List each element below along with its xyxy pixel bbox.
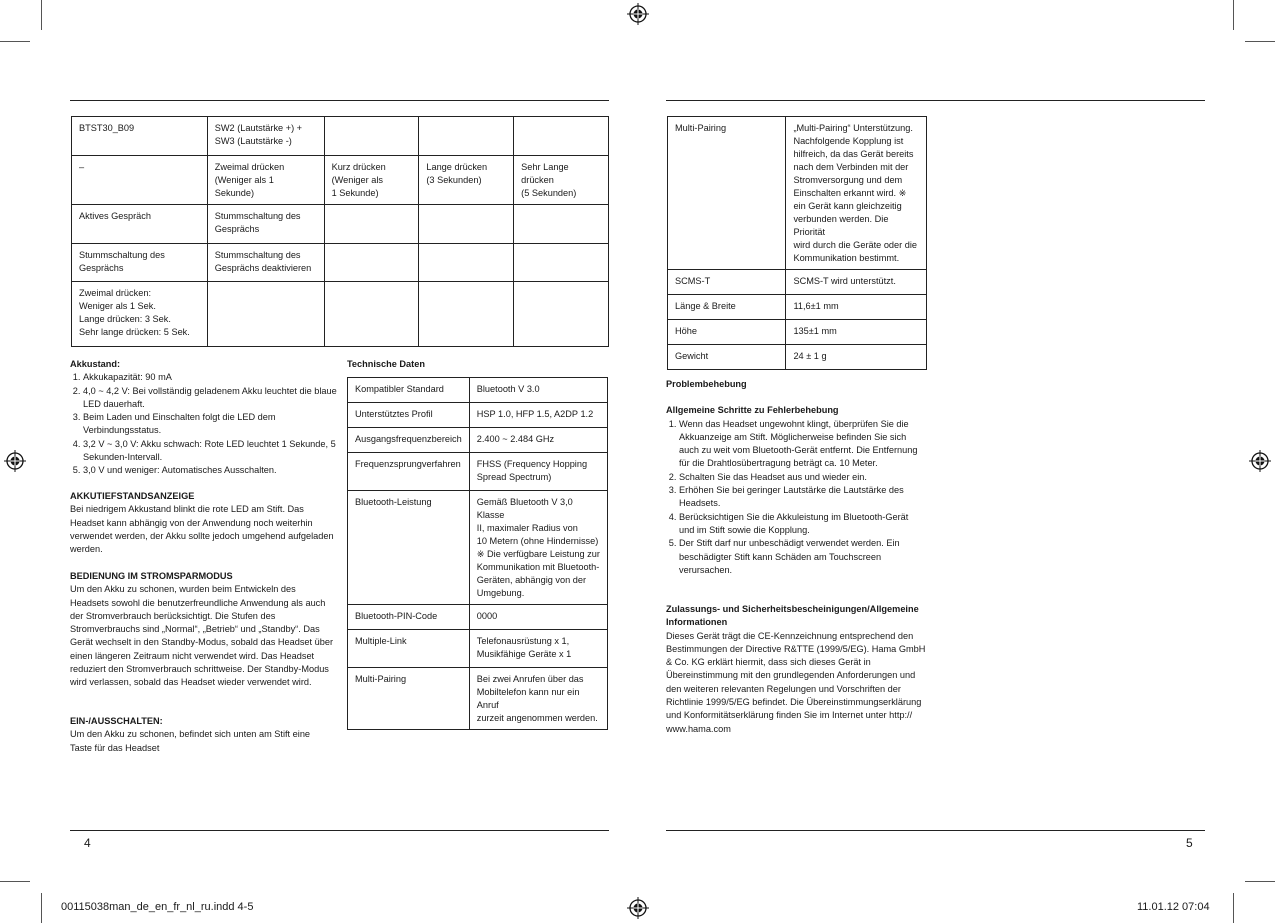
button-table-cell: Stummschaltung des Gesprächs deaktivieren bbox=[207, 244, 324, 282]
registration-mark-icon bbox=[627, 3, 649, 25]
button-table-cell: Zweimal drücken (Weniger als 1 Sekunde) bbox=[207, 156, 324, 205]
techdaten-row bbox=[348, 453, 608, 491]
button-table-cell bbox=[207, 282, 324, 347]
crop-mark bbox=[41, 893, 42, 923]
einaus-text: Um den Akku zu schonen, befindet sich unten am Stift eine Taste für das Headset bbox=[70, 729, 311, 753]
button-table-cell bbox=[419, 117, 514, 156]
button-table-cell bbox=[514, 117, 609, 156]
problem-subheading: Allgemeine Schritte zu Fehlerbehebung bbox=[666, 405, 839, 416]
crop-mark bbox=[41, 0, 42, 30]
button-table-cell: Stummschaltung des Gesprächs bbox=[207, 205, 324, 244]
spec-cell: Gewicht bbox=[668, 345, 786, 370]
button-table-row bbox=[72, 117, 609, 156]
akkustand-heading: Akkustand: bbox=[70, 359, 121, 369]
spec-cell: 11,6±1 mm bbox=[786, 295, 927, 320]
techdaten-row bbox=[348, 403, 608, 428]
registration-mark-icon bbox=[1249, 450, 1271, 472]
button-table-cell bbox=[419, 282, 514, 347]
crop-mark bbox=[1233, 893, 1234, 923]
stromspar-text: Um den Akku zu schonen, wurden beim Entwickeln des Headsets sowohl die benutzerfreundliche Anwendung als auch der Stromverbrauch berücksichtigt. Die Stufen des Stromverbrauchs sind „Normal“, „Betrieb“ und „Standby“. Das Gerät wechselt in den Standby-Modus, sobald das Headset über einen längeren Zeitraum nicht verwendet wird. Das Headset reduziert den Stromverbrauch schrittweise. Der Standby-Modus wird verlassen, sobald das Headset wieder verwendet wird. bbox=[70, 584, 334, 688]
spec-cell: 24 ± 1 g bbox=[786, 345, 927, 370]
techdaten-heading: Technische Daten bbox=[347, 359, 425, 369]
techdaten-cell: HSP 1.0, HFP 1.5, A2DP 1.2 bbox=[469, 403, 607, 428]
techdaten-table bbox=[347, 377, 608, 730]
problem-item: 5. Der Stift darf nur unbeschädigt verwendet werden. Ein beschädigter Stift kann Schäden am Touchscreen verursachen. bbox=[679, 537, 926, 577]
problem-list bbox=[666, 418, 926, 578]
akkustand-item: 1. Akkukapazität: 90 mA bbox=[83, 371, 340, 384]
techdaten-row bbox=[348, 378, 608, 403]
techdaten-cell: 0000 bbox=[469, 605, 607, 630]
akkutief-text: Bei niedrigem Akkustand blinkt die rote LED am Stift. Das Headset kann abhängig von der Anwendung noch weiterhin verwendet werden, der Akku sollte jedoch umgehend aufgeladen werden. bbox=[70, 504, 334, 555]
button-table-cell bbox=[514, 205, 609, 244]
button-table-row bbox=[72, 205, 609, 244]
footer-rule-right bbox=[666, 830, 1205, 831]
registration-mark-icon bbox=[627, 897, 649, 919]
einaus-heading: EIN-/AUSSCHALTEN: bbox=[70, 716, 163, 726]
spec-row bbox=[668, 295, 927, 320]
techdaten-cell: Telefonausrüstung x 1, Musikfähige Geräte x 1 bbox=[469, 630, 607, 668]
button-table-row bbox=[72, 156, 609, 205]
akkustand-list bbox=[70, 371, 340, 477]
techdaten-cell: Frequenzsprungverfahren bbox=[348, 453, 470, 491]
page-number-left: 4 bbox=[84, 836, 91, 850]
problem-section bbox=[666, 378, 926, 577]
button-table-cell bbox=[324, 117, 419, 156]
problem-item: 2. Schalten Sie das Headset aus und wieder ein. bbox=[679, 471, 926, 484]
date-slug: 11.01.12 07:04 bbox=[1137, 901, 1210, 913]
techdaten-cell: Gemäß Bluetooth V 3,0 Klasse II, maximaler Radius von 10 Metern (ohne Hindernisse) ※ Die verfügbare Leistung zur Kommunikation mit Bluetooth- Geräten, abhängig von der Umgebung. bbox=[469, 491, 607, 605]
techdaten-cell: Multiple-Link bbox=[348, 630, 470, 668]
spec-cell: Länge & Breite bbox=[668, 295, 786, 320]
techdaten-cell: Bei zwei Anrufen über das Mobiltelefon kann nur ein Anruf zurzeit angenommen werden. bbox=[469, 668, 607, 730]
button-table-cell: Kurz drücken (Weniger als 1 Sekunde) bbox=[324, 156, 419, 205]
problem-heading: Problembehebung bbox=[666, 379, 747, 389]
techdaten-row bbox=[348, 668, 608, 730]
spec-row bbox=[668, 270, 927, 295]
akkustand-section bbox=[70, 358, 340, 478]
button-table-cell bbox=[514, 244, 609, 282]
techdaten-cell: Unterstütztes Profil bbox=[348, 403, 470, 428]
button-table-row bbox=[72, 244, 609, 282]
button-table-cell bbox=[419, 205, 514, 244]
header-rule-left bbox=[70, 100, 609, 101]
techdaten-cell: Multi-Pairing bbox=[348, 668, 470, 730]
crop-mark bbox=[1245, 41, 1275, 42]
button-table-row bbox=[72, 282, 609, 347]
stromspar-heading: BEDIENUNG IM STROMSPARMODUS bbox=[70, 571, 233, 581]
techdaten-cell: Ausgangsfrequenzbereich bbox=[348, 428, 470, 453]
button-table-cell bbox=[324, 282, 419, 347]
techdaten-row bbox=[348, 428, 608, 453]
button-table-cell bbox=[324, 205, 419, 244]
button-table-cell: SW2 (Lautstärke +) + SW3 (Lautstärke -) bbox=[207, 117, 324, 156]
akkustand-item: 5. 3,0 V und weniger: Automatisches Ausschalten. bbox=[83, 464, 340, 477]
button-table-cell bbox=[514, 282, 609, 347]
spec-row bbox=[668, 345, 927, 370]
crop-mark bbox=[1245, 881, 1275, 882]
spec-cell: SCMS-T wird unterstützt. bbox=[786, 270, 927, 295]
spec-cell: 135±1 mm bbox=[786, 320, 927, 345]
zulassung-heading: Zulassungs- und Sicherheitsbescheinigungen/Allgemeine Informationen bbox=[666, 604, 919, 628]
techdaten-cell: Kompatibler Standard bbox=[348, 378, 470, 403]
problem-item: 4. Berücksichtigen Sie die Akkuleistung im Bluetooth-Gerät und im Stift sowie die Kopplung. bbox=[679, 511, 926, 538]
akkutief-section bbox=[70, 490, 335, 556]
einaus-section bbox=[70, 715, 330, 755]
spec-table bbox=[667, 116, 927, 370]
akkustand-item: 3. Beim Laden und Einschalten folgt die LED dem Verbindungsstatus. bbox=[83, 411, 340, 438]
footer-rule-left bbox=[70, 830, 609, 831]
akkustand-item: 2. 4,0 ~ 4,2 V: Bei vollständig geladenem Akku leuchtet die blaue LED dauerhaft. bbox=[83, 385, 340, 412]
spec-cell: Höhe bbox=[668, 320, 786, 345]
button-table-cell: Lange drücken (3 Sekunden) bbox=[419, 156, 514, 205]
header-rule-right bbox=[666, 100, 1205, 101]
button-function-table bbox=[71, 116, 609, 347]
registration-mark-icon bbox=[4, 450, 26, 472]
problem-item: 3. Erhöhen Sie bei geringer Lautstärke die Lautstärke des Headsets. bbox=[679, 484, 926, 511]
spec-row bbox=[668, 117, 927, 270]
techdaten-cell: 2.400 ~ 2.484 GHz bbox=[469, 428, 607, 453]
button-table-cell: Sehr Lange drücken (5 Sekunden) bbox=[514, 156, 609, 205]
techdaten-row bbox=[348, 630, 608, 668]
button-table-cell: Zweimal drücken: Weniger als 1 Sek. Lange drücken: 3 Sek. Sehr lange drücken: 5 Sek. bbox=[72, 282, 208, 347]
crop-mark bbox=[1233, 0, 1234, 30]
techdaten-cell: Bluetooth-Leistung bbox=[348, 491, 470, 605]
akkustand-item: 4. 3,2 V ~ 3,0 V: Akku schwach: Rote LED leuchtet 1 Sekunde, 5 Sekunden-Intervall. bbox=[83, 438, 340, 465]
spec-cell: „Multi-Pairing“ Unterstützung. Nachfolgende Kopplung ist hilfreich, da das Gerät bereits nach dem Verbinden mit der Stromversorgung und dem Einschalten erkannt wird. ※ ein Gerät kann gleichzeitig verbunden werden. Die Priorität wird durch die Geräte oder die Kommunikation bestimmt. bbox=[786, 117, 927, 270]
button-table-cell: Aktives Gespräch bbox=[72, 205, 208, 244]
crop-mark bbox=[0, 881, 30, 882]
spec-cell: Multi-Pairing bbox=[668, 117, 786, 270]
zulassung-section bbox=[666, 603, 928, 736]
button-table-cell: Stummschaltung des Gesprächs bbox=[72, 244, 208, 282]
button-table-cell: BTST30_B09 bbox=[72, 117, 208, 156]
crop-mark bbox=[0, 41, 30, 42]
techdaten-row bbox=[348, 491, 608, 605]
techdaten-cell: Bluetooth V 3.0 bbox=[469, 378, 607, 403]
spec-cell: SCMS-T bbox=[668, 270, 786, 295]
zulassung-text: Dieses Gerät trägt die CE-Kennzeichnung entsprechend den Bestimmungen der Directive R&TTE (1999/5/EG). Hama GmbH & Co. KG erklärt hiermit, dass sich dieses Gerät in Übereinstimmung mit den grundlegenden Anforderungen und den weiteren relevanten Regelungen und Vorschriften der Richtlinie 1999/5/EG befindet. Die Übereinstimmungserklärung und Konformitätserklärung finden Sie im Internet unter http:// www.hama.com bbox=[666, 630, 926, 734]
techdaten-cell: Bluetooth-PIN-Code bbox=[348, 605, 470, 630]
button-table-cell: – bbox=[72, 156, 208, 205]
page-number-right: 5 bbox=[1186, 836, 1193, 850]
button-table-cell bbox=[324, 244, 419, 282]
akkutief-heading: AKKUTIEFSTANDSANZEIGE bbox=[70, 491, 195, 501]
spec-row bbox=[668, 320, 927, 345]
stromspar-section bbox=[70, 570, 334, 690]
button-table-cell bbox=[419, 244, 514, 282]
file-slug: 00115038man_de_en_fr_nl_ru.indd 4-5 bbox=[61, 901, 254, 913]
techdaten-cell: FHSS (Frequency Hopping Spread Spectrum) bbox=[469, 453, 607, 491]
techdaten-row bbox=[348, 605, 608, 630]
problem-item: 1. Wenn das Headset ungewohnt klingt, überprüfen Sie die Akkuanzeige am Stift. Möglicherweise befinden Sie sich auch zu weit vom Bluetooth-Gerät entfernt. Die Entfernung für die Drahtlosübertragung beträgt ca. 10 Meter. bbox=[679, 418, 926, 471]
